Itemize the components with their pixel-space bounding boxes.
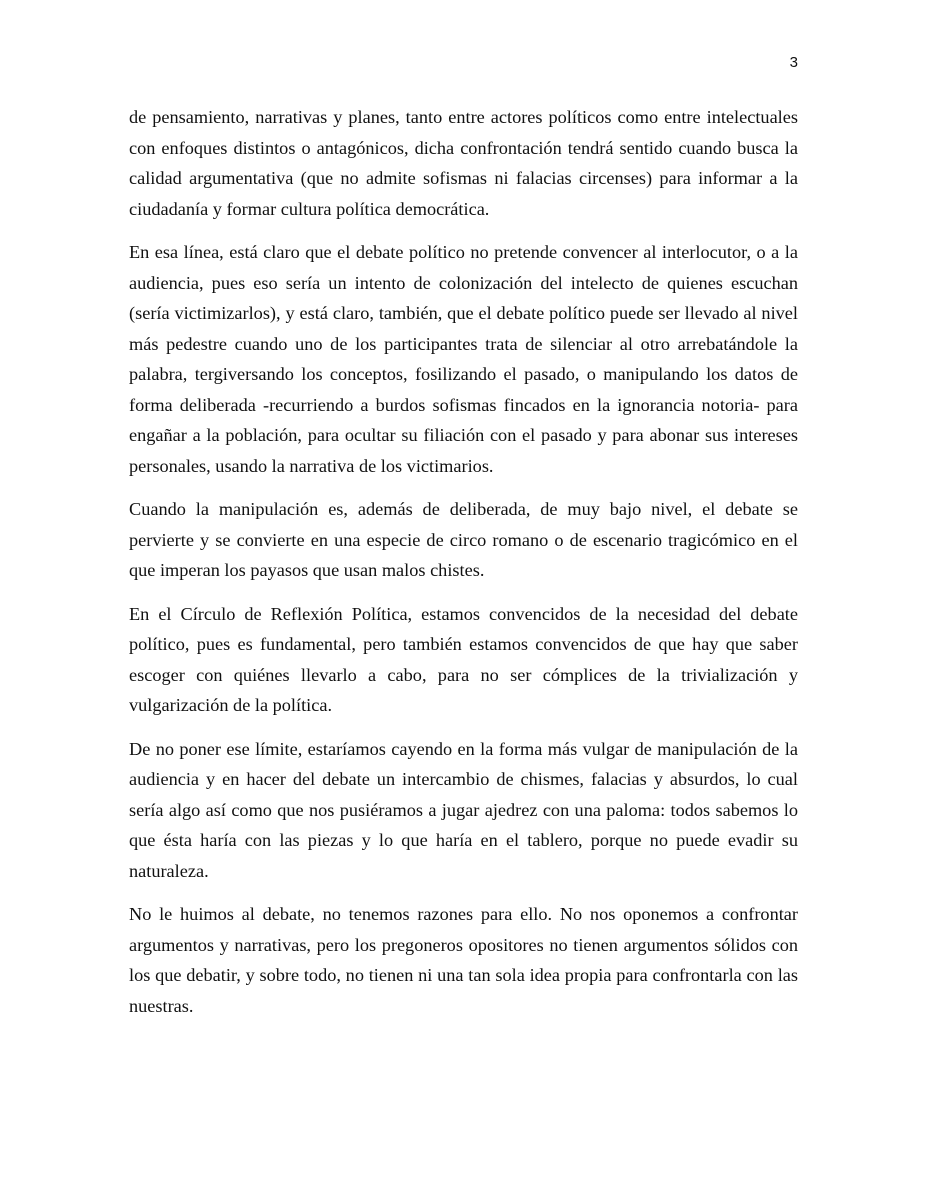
paragraph-3: Cuando la manipulación es, además de deliberada, de muy bajo nivel, el debate se pervierte y se convierte en una especie de circo romano o de escenario tragicómico en el que imperan los payasos que usan malos chistes. xyxy=(129,499,798,580)
paragraph-6: No le huimos al debate, no tenemos razones para ello. No nos oponemos a confrontar argumentos y narrativas, pero los pregoneros opositores no tienen argumentos sólidos con los que debatir, y sobre todo, no tienen ni una tan sola idea propia para confrontarla con las nuestras. xyxy=(129,904,798,1016)
paragraph-4: En el Círculo de Reflexión Política, estamos convencidos de la necesidad del debate político, pues es fundamental, pero también estamos convencidos de que hay que saber escoger con quiénes llevarlo a cabo, para no ser cómplices de la trivialización y vulgarización de la política. xyxy=(129,603,798,715)
paragraph-5: De no poner ese límite, estaríamos cayendo en la forma más vulgar de manipulación de la audiencia y en hacer del debate un intercambio de chismes, falacias y absurdos, lo cual sería algo así como que nos pusiéramos a jugar ajedrez con una paloma: todos sabemos lo que ésta haría con las piezas y lo que haría en el tablero, porque no puede evadir su naturaleza. xyxy=(129,738,798,881)
page-number: 3 xyxy=(789,54,798,71)
paragraph-2: En esa línea, está claro que el debate político no pretende convencer al interlocutor, o a la audiencia, pues eso sería un intento de colonización del intelecto de quienes escuchan (sería victimizarlos), y está claro, también, que el debate político puede ser llevado al nivel más pedestre cuando uno de los participantes trata de silenciar al otro arrebatándole la palabra, tergiversando los conceptos, fosilizando el pasado, o manipulando los datos de forma deliberada -recurriendo a burdos sofismas fincados en la ignorancia notoria- para engañar a la población, para ocultar su filiación con el pasado y para abonar sus intereses personales, usando la narrativa de los victimarios. xyxy=(129,242,798,476)
document-body xyxy=(129,102,798,1034)
paragraph-1: de pensamiento, narrativas y planes, tanto entre actores políticos como entre intelectuales con enfoques distintos o antagónicos, dicha confrontación tendrá sentido cuando busca la calidad argumentativa (que no admite sofismas ni falacias circenses) para informar a la ciudadanía y formar cultura política democrática. xyxy=(129,107,798,219)
